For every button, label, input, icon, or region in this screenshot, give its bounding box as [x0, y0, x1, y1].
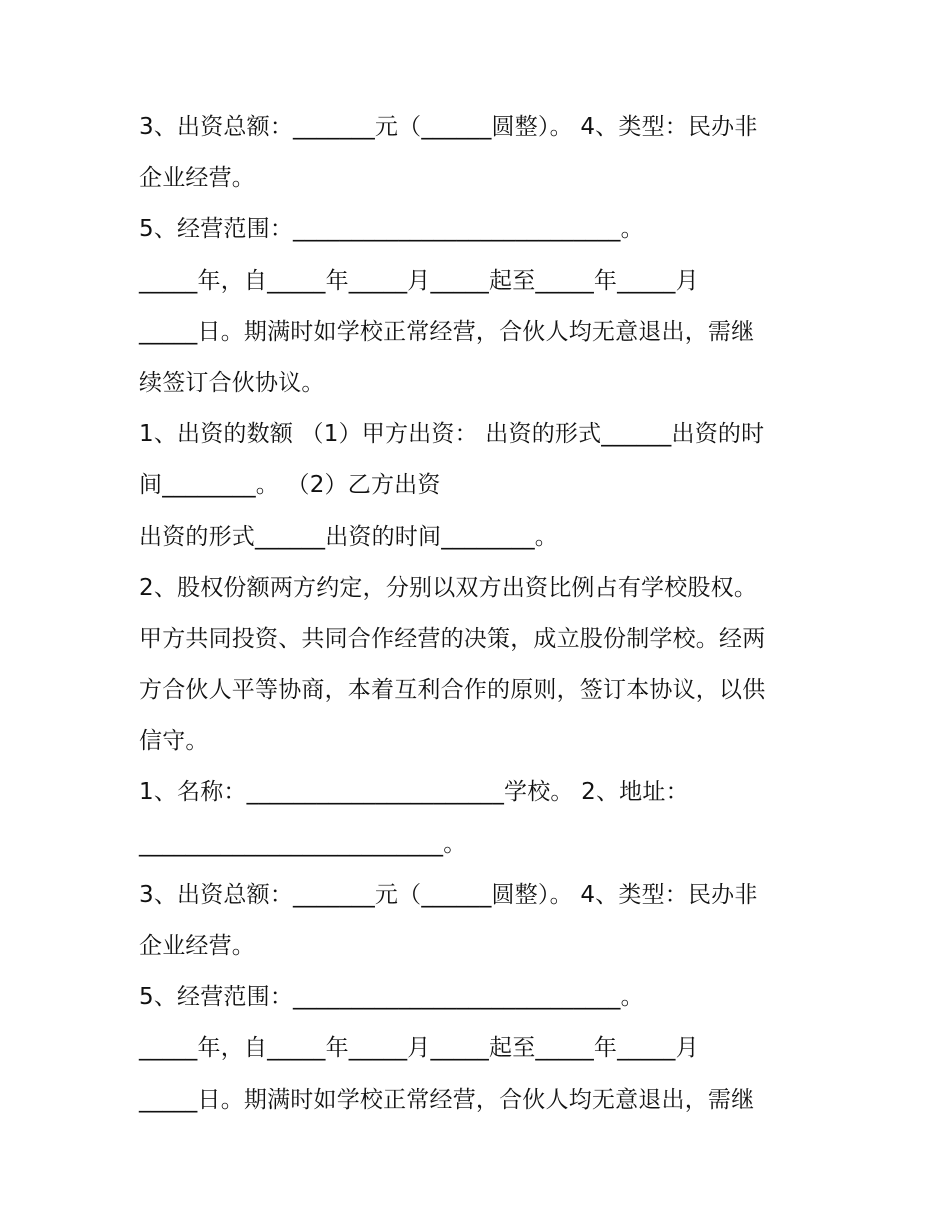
- text-line: 3、出资总额：_______元（______圆整）。 4、类型：民办非: [139, 881, 758, 908]
- text-line: _____年，自_____年_____月_____起至_____年_____月: [139, 1035, 699, 1062]
- text-line: 1、出资的数额 （1）甲方出资： 出资的形式______出资的时: [139, 421, 765, 448]
- text-line: 方合伙人平等协商，本着互利合作的原则，签订本协议，以供: [139, 677, 766, 704]
- text-line: 续签订合伙协议。: [139, 369, 325, 396]
- text-line: 企业经营。: [139, 165, 255, 192]
- text-line: 5、经营范围：____________________________。: [139, 216, 644, 243]
- text-line: _____日。期满时如学校正常经营，合伙人均无意退出，需继: [139, 1086, 755, 1113]
- text-line: 1、名称：______________________学校。 2、地址：: [139, 779, 689, 806]
- text-line: 2、股权份额两方约定，分别以双方出资比例占有学校股权。: [139, 574, 758, 601]
- text-line: _____日。期满时如学校正常经营，合伙人均无意退出，需继: [139, 318, 755, 345]
- text-line: 3、出资总额：_______元（______圆整）。 4、类型：民办非: [139, 114, 758, 140]
- text-line: 出资的形式______出资的时间________。: [139, 523, 558, 550]
- text-line: 间________。 （2）乙方出资: [139, 472, 441, 499]
- document-body: [139, 102, 829, 1126]
- text-line: 企业经营。: [139, 933, 255, 959]
- text-line: _____年，自_____年_____月_____起至_____年_____月: [139, 267, 699, 294]
- text-line: 5、经营范围：____________________________。: [139, 984, 644, 1011]
- text-line: 信守。: [139, 728, 209, 755]
- text-line: 甲方共同投资、共同合作经营的决策，成立股份制学校。经两: [139, 625, 766, 652]
- text-line: __________________________。: [139, 830, 467, 857]
